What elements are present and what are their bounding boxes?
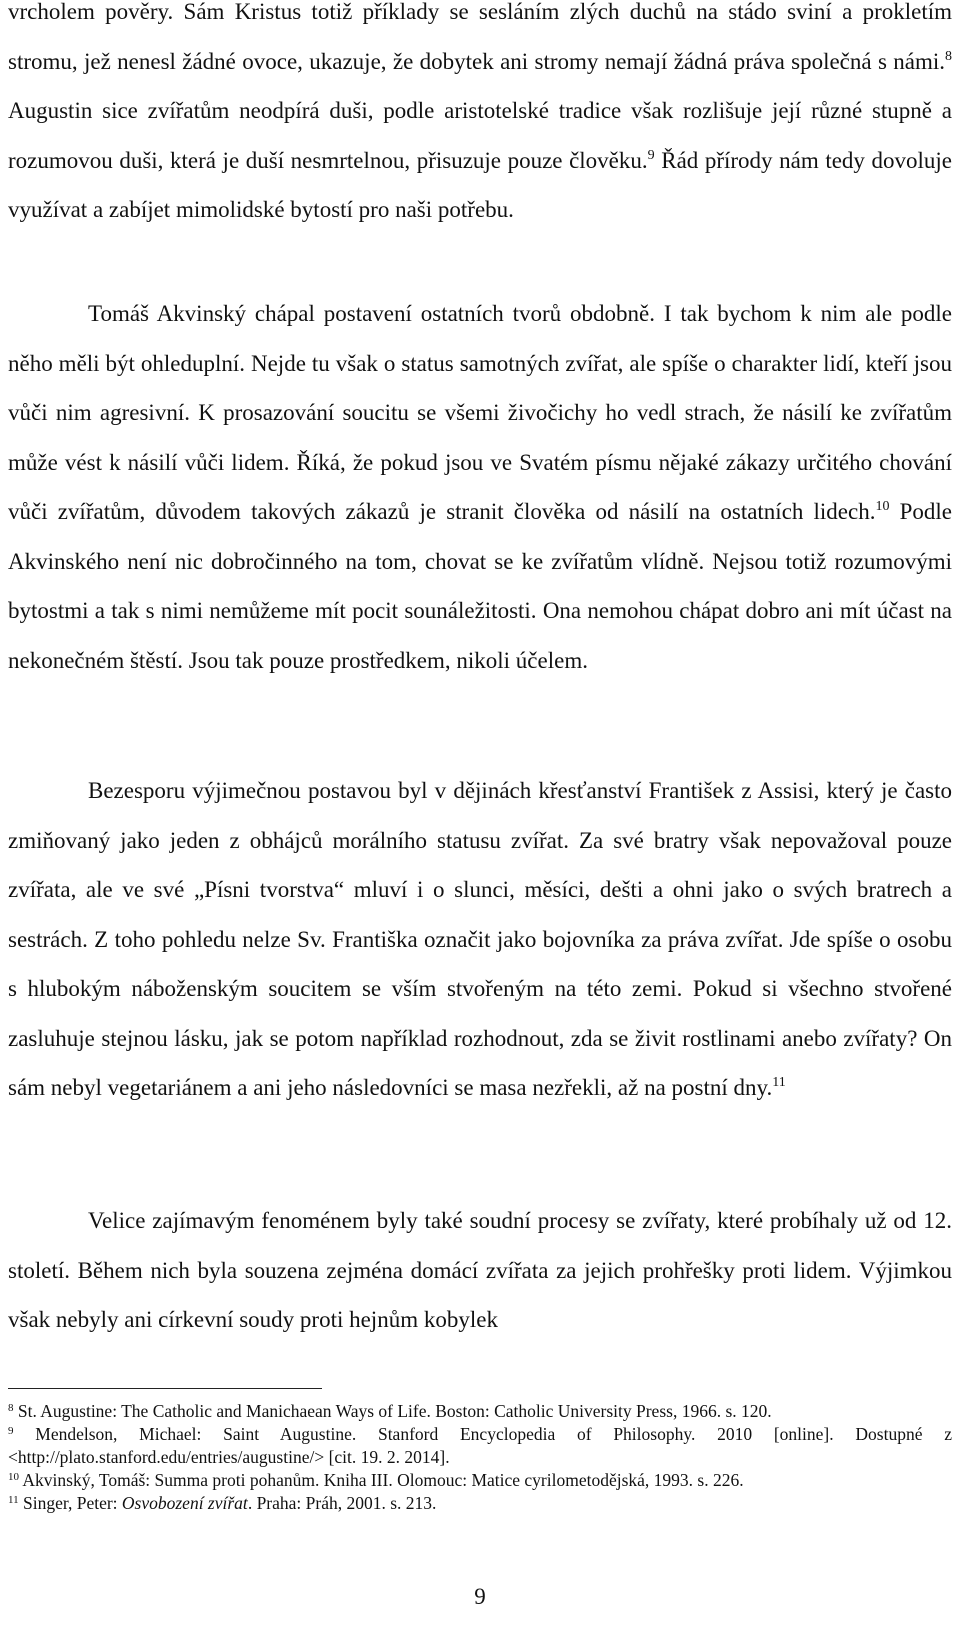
footnote-ref-8[interactable]: 8 — [945, 48, 952, 64]
paragraph-augustine — [8, 0, 952, 235]
footnote-ref-9[interactable]: 9 — [647, 147, 655, 163]
footnote-text: St. Augustine: The Catholic and Manichaean Ways of Life. Boston: Catholic University Press, 1966. s. 120. — [13, 1401, 772, 1421]
footnote-text: Akvinský, Tomáš: Summa proti pohanům. Kniha III. Olomouc: Matice cyrilometodějská, 1993. s. 226. — [19, 1470, 744, 1490]
paragraph-text: Řád přírody nám tedy dovoluje využívat a zabíjet mimolidské bytostí pro naši potřebu. — [8, 147, 952, 222]
footnotes — [8, 1400, 952, 1515]
footnote-ref-11[interactable]: 11 — [772, 1075, 786, 1090]
paragraph-text: Bezesporu výjimečnou postavou byl v dějinách křesťanství František z Assisi, který je často zmiňovaný jako jeden z obhájců morálního statusu zvířat. Za své bratry však nepovažoval pouze zvířata, ale ve své „Písni tvorstva“ mluví i o slunci, měsíci, dešti a ohni jako o svých bratrech a sestrách. Z toho pohledu nelze Sv. Františka označit jako bojovníka za práva zvířat. Jde spíše o osobu s hlubokým náboženským soucitem se vším stvořeným na této zemi. Pokud si všechno stvořené zasluhuje stejnou lásku, jak se potom například rozhodnout, zda se živit rostlinami anebo zvířaty? On sám nebyl vegetariánem a ani jeho následovníci se masa nezřekli, až na postní dny. — [8, 778, 952, 1100]
footnote-10 — [8, 1469, 952, 1492]
paragraph-aquinas — [8, 289, 952, 685]
footnote-ref-10[interactable]: 10 — [875, 499, 890, 514]
footnote-text: . Praha: Práh, 2001. s. 213. — [247, 1493, 437, 1513]
paragraph-text: vrcholem pověry. Sám Kristus totiž příklady se sesláním zlých duchů na stádo sviní a prokletím stromu, jež nenesl žádné ovoce, ukazuje, že dobytek ani stromy nemají žádná práva společná s námi. — [8, 0, 952, 74]
page-number: 9 — [474, 1584, 486, 1609]
footnote-number: 11 — [8, 1494, 19, 1506]
footnote-number: 10 — [8, 1471, 19, 1483]
paragraph-francis — [8, 766, 952, 1113]
footnote-book-title: Osvobození zvířat — [121, 1493, 248, 1513]
paragraph-text: Podle Akvinského není nic dobročinného na tom, chovat se ke zvířatům vlídně. Nejsou totiž rozumovými bytostmi a tak s nimi nemůžeme mít pocit sounáležitosti. Ona nemohou chápat dobro ani mít účast na nekonečném štěstí. Jsou tak pouze prostředkem, nikoli účelem. — [8, 499, 953, 673]
paragraph-text: Tomáš Akvinský chápal postavení ostatních tvorů obdobně. I tak bychom k nim ale podle něho měli být ohleduplní. Nejde tu však o status samotných zvířat, ale spíše o charakter lidí, kteří jsou vůči nim agresivní. K prosazování soucitu se všemi živočichy ho vedl strach, že násilí ke zvířatům může vést k násilí vůči lidem. Říká, že pokud jsou ve Svatém písmu nějaké zákazy určitého chování vůči zvířatům, důvodem takových zákazů je stranit člověka od násilí na ostatních lidech. — [8, 301, 952, 524]
paragraph-text: Augustin sice zvířatům neodpírá duši, podle aristotelské tradice však rozlišuje její různé stupně a rozumovou duši, která je duší nesmrtelnou, přisuzuje pouze člověku. — [8, 98, 952, 173]
paragraph-text: Velice zajímavým fenoménem byly také soudní procesy se zvířaty, které probíhaly už od 12. století. Během nich byla souzena zejména domácí zvířata za jejich prohřešky proti lidem. Výjimkou však nebyly ani církevní soudy proti hejnům kobylek — [8, 1208, 952, 1332]
footnote-text: Mendelson, Michael: Saint Augustine. Stanford Encyclopedia of Philosophy. 2010 [online]. Dostupné z <http://plato.stanford.edu/entries/augustine/> [cit. 19. 2. 2014]. — [8, 1424, 952, 1467]
footnote-separator — [8, 1388, 322, 1389]
footnote-11 — [8, 1492, 952, 1515]
footnote-8 — [8, 1400, 952, 1423]
paragraph-trials — [8, 1196, 952, 1345]
footnote-number: 8 — [8, 1402, 14, 1414]
footnote-text: Singer, Peter: — [18, 1493, 122, 1513]
footnote-9 — [8, 1423, 952, 1469]
footnote-number: 9 — [8, 1425, 14, 1437]
